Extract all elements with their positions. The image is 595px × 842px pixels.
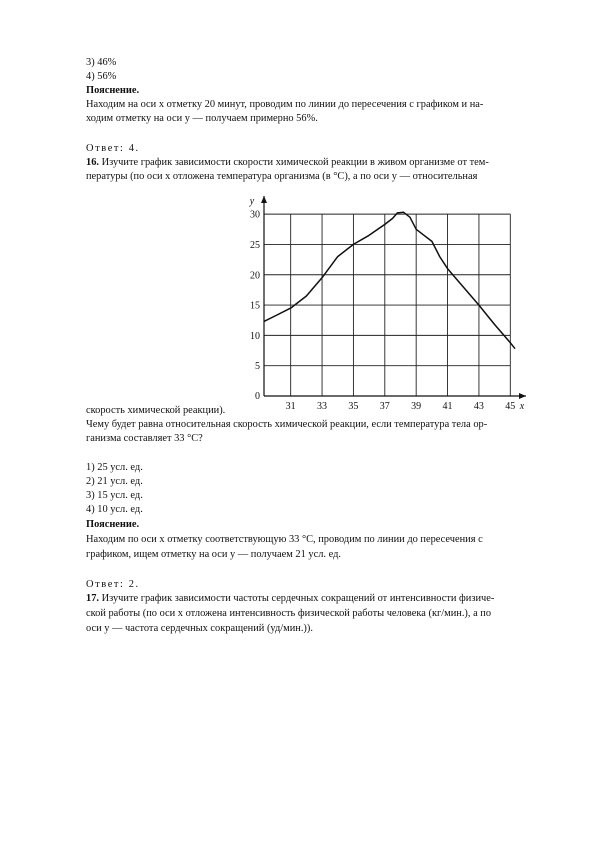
x-tick-label: 43 [473, 401, 484, 412]
task-17-intro [86, 592, 494, 605]
option-4: 4) 10 усл. ед. [86, 504, 143, 515]
chart-grid [264, 214, 510, 396]
option-3: 3) 15 усл. ед. [86, 490, 143, 501]
origin-label: 0 [255, 391, 260, 402]
task-text: пературы (по оси x отложена температура организма (в °C), а по оси y — относительная [86, 171, 478, 182]
explanation-text: Находим на оси x отметку 20 минут, проводим по линии до пересечения с графиком и на- [86, 99, 484, 110]
y-axis-arrow [261, 196, 267, 203]
x-tick-label: 41 [442, 401, 453, 412]
option-1: 1) 25 усл. ед. [86, 462, 143, 473]
y-tick-label: 20 [250, 270, 260, 282]
task-16-intro [86, 156, 489, 169]
explanation-text: Находим по оси x отметку соответствующую 33 °C, проводим по линии до пересечения с [86, 534, 483, 545]
explanation-title: Пояснение. [86, 519, 140, 530]
option-2: 2) 21 усл. ед. [86, 476, 143, 487]
x-tick-label: 31 [285, 401, 296, 412]
y-tick-label: 30 [250, 209, 260, 221]
y-tick-label: 5 [255, 361, 260, 373]
x-tick-label: 33 [317, 401, 328, 412]
task-text: Изучите график зависимости скорости химической реакции в живом организме от тем- [99, 157, 489, 168]
x-tick-label: 35 [348, 401, 359, 412]
x-tick-label: 45 [505, 401, 516, 412]
task-text: скорость химической реакции). [86, 405, 226, 416]
task-number: 16. [86, 157, 99, 168]
y-axis-label: y [249, 196, 255, 207]
task-text: Изучите график зависимости частоты сердечных сокращений от интенсивности физиче- [99, 593, 495, 604]
x-axis-arrow [519, 393, 526, 399]
option-3: 3) 46% [86, 57, 117, 68]
y-tick-label: 15 [250, 300, 260, 312]
option-4: 4) 56% [86, 71, 117, 82]
chart-axes [261, 196, 526, 399]
reaction-rate-chart [240, 192, 540, 412]
chart-tick-labels [249, 196, 525, 412]
y-tick-label: 25 [250, 239, 260, 251]
question-text: ганизма составляет 33 °C? [86, 433, 203, 444]
explanation-title: Пояснение. [86, 85, 140, 96]
y-tick-label: 10 [250, 330, 260, 342]
task-text: ской работы (по оси x отложена интенсивность физической работы человека (кг/мин.), а по [86, 608, 492, 619]
task-text: оси y — частота сердечных сокращений (уд/мин.)). [86, 623, 313, 634]
explanation-text: ходим отметку на оси y — получаем примерно 56%. [86, 113, 318, 124]
explanation-text: графиком, ищем отметку на оси y — получаем 21 усл. ед. [86, 549, 341, 560]
x-tick-label: 39 [411, 401, 422, 412]
x-axis-label: x [519, 401, 525, 412]
reaction-rate-line [264, 212, 515, 348]
question-text: Чему будет равна относительная скорость химической реакции, если температура тела ор- [86, 419, 488, 430]
task-number: 17. [86, 593, 99, 604]
answer: Ответ: 2. [86, 579, 140, 590]
answer: Ответ: 4. [86, 143, 140, 154]
x-tick-label: 37 [379, 401, 390, 412]
chart-series [264, 212, 515, 348]
